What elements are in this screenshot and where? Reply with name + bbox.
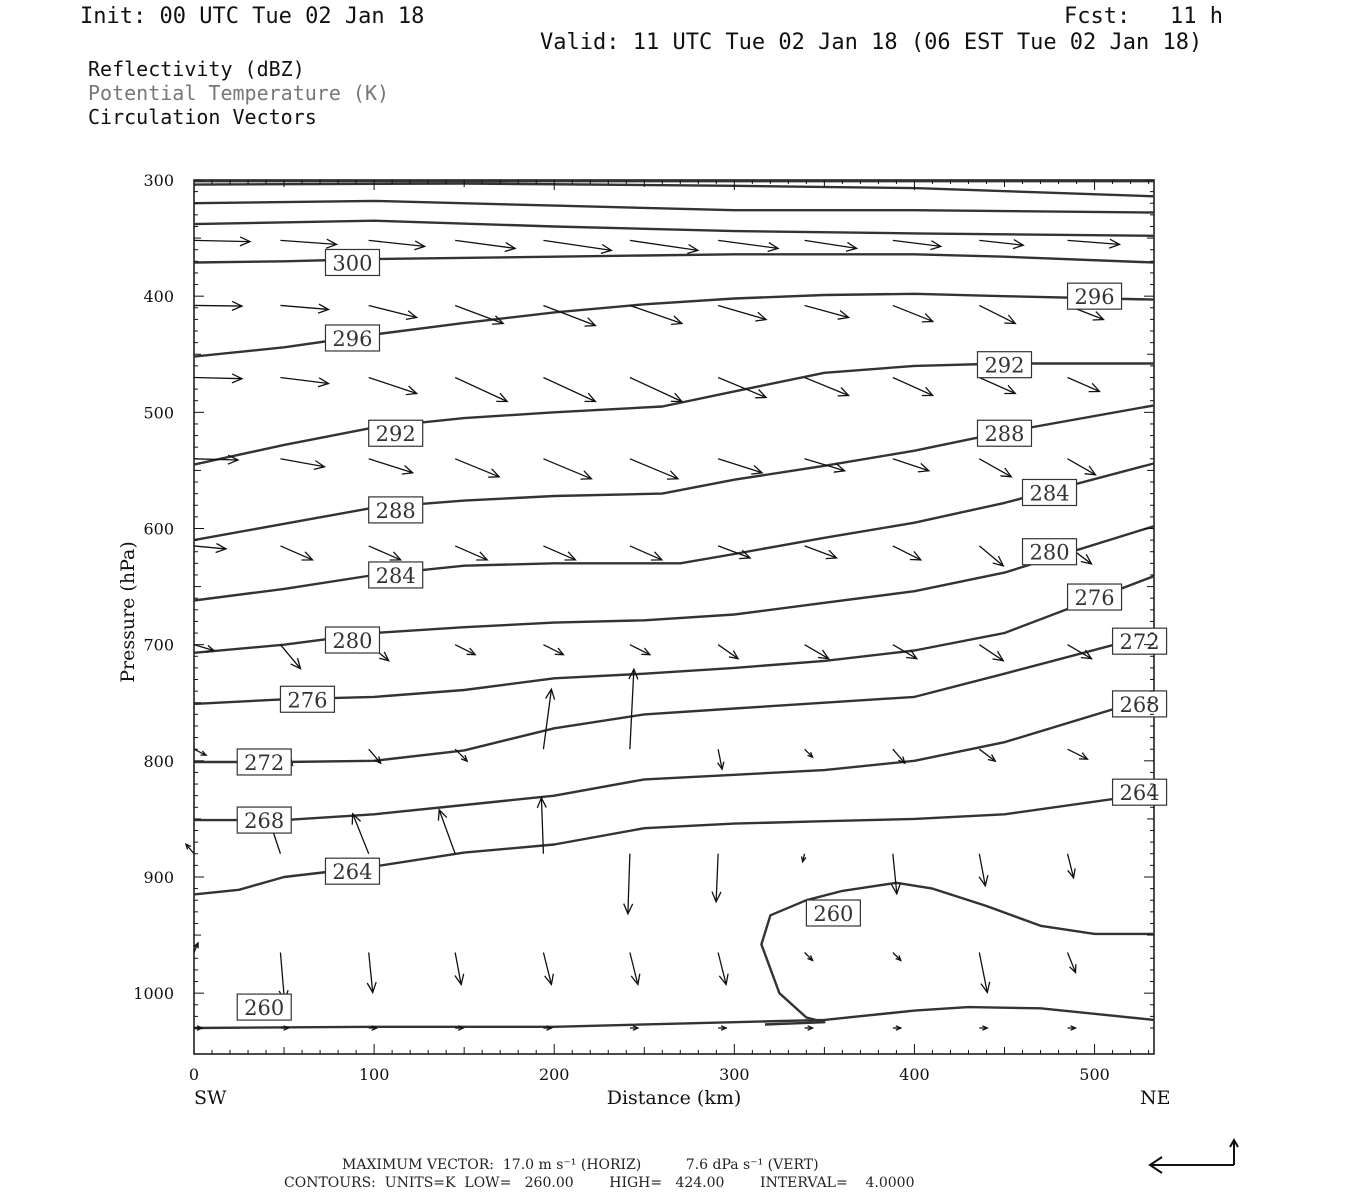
circulation-vector — [369, 305, 417, 319]
circulation-vector — [280, 459, 324, 470]
legend-circulation-vectors: Circulation Vectors — [88, 105, 317, 129]
circulation-vector — [543, 459, 591, 479]
contour-label: 292 — [375, 422, 416, 447]
max-vector-note: MAXIMUM VECTOR: 17.0 m s⁻¹ (HORIZ) 7.6 dPa s⁻¹ (VERT) — [342, 1157, 819, 1173]
circulation-vector — [194, 374, 242, 383]
x-axis-title: Distance (km) — [606, 1087, 742, 1109]
x-right-end-label: NE — [1140, 1087, 1171, 1109]
contour-label: 272 — [1119, 630, 1160, 655]
circulation-vector — [979, 1026, 987, 1031]
circulation-vector — [1068, 749, 1088, 759]
circulation-vector — [893, 749, 905, 763]
circulation-vector — [630, 305, 682, 324]
circulation-vector — [718, 645, 738, 659]
circulation-vector — [805, 645, 829, 659]
circulation-vector — [893, 952, 901, 960]
circulation-vector — [280, 377, 328, 386]
circulation-vector — [1068, 377, 1100, 391]
x-tick-label: 300 — [719, 1065, 750, 1084]
x-tick-label: 100 — [358, 1065, 390, 1084]
circulation-vector — [543, 689, 554, 749]
circulation-vector — [186, 844, 194, 854]
circulation-vector — [805, 952, 813, 960]
circulation-vector — [455, 459, 499, 477]
circulation-vector — [630, 377, 682, 401]
circulation-vector — [979, 240, 1023, 249]
circulation-vector — [630, 1026, 638, 1031]
circulation-vector — [630, 459, 678, 479]
valid-time: Valid: 11 UTC Tue 02 Jan 18 (06 EST Tue 02 Jan 18) — [540, 30, 1203, 55]
circulation-vector — [893, 459, 929, 472]
circulation-vector — [369, 459, 413, 474]
contour-label: 276 — [1074, 586, 1115, 611]
circulation-vector — [979, 377, 1015, 393]
circulation-vector — [893, 305, 933, 321]
circulation-vector — [369, 546, 401, 560]
circulation-vector — [891, 854, 900, 894]
circulation-vector — [455, 546, 487, 560]
theta-contour-line — [194, 364, 1154, 465]
circulation-vector — [280, 239, 336, 248]
contour-label: 260 — [813, 901, 854, 926]
circulation-vector — [455, 240, 515, 251]
contour-label: 280 — [1029, 540, 1070, 565]
circulation-vector — [630, 546, 662, 560]
contour-label: 284 — [1029, 481, 1070, 506]
circulation-vector — [1068, 459, 1096, 475]
contour-label: 300 — [332, 251, 373, 276]
x-tick-label: 500 — [1079, 1065, 1110, 1084]
circulation-vector — [455, 377, 507, 401]
legend-potential-temperature: Potential Temperature (K) — [88, 81, 390, 105]
y-tick-label: 700 — [143, 635, 174, 655]
circulation-vector — [1068, 1026, 1076, 1031]
circulation-vector — [543, 645, 563, 655]
circulation-vector — [455, 645, 475, 655]
circulation-vector — [194, 645, 214, 652]
circulation-vector — [979, 459, 1011, 477]
circulation-vector — [718, 1026, 726, 1031]
circulation-vector — [280, 304, 328, 313]
circulation-vector — [630, 952, 640, 984]
theta-contour-line — [194, 221, 1154, 236]
legend-reflectivity: Reflectivity (dBZ) — [88, 57, 305, 81]
contour-label: 288 — [984, 422, 1025, 447]
contour-label: 276 — [287, 688, 328, 713]
theta-contour-line — [194, 201, 1154, 213]
circulation-vector — [1068, 239, 1120, 248]
forecast-hour: Fcst: 11 h — [1064, 4, 1223, 29]
init-time: Init: 00 UTC Tue 02 Jan 18 — [80, 4, 425, 29]
circulation-vector — [543, 546, 575, 560]
reference-vector-icon — [1150, 1140, 1238, 1173]
contour-label: 268 — [244, 809, 285, 834]
circulation-vector — [543, 377, 595, 401]
circulation-vector — [805, 377, 849, 395]
circulation-vector — [624, 854, 633, 914]
circulation-vector — [369, 240, 425, 249]
y-axis-title: Pressure (hPa) — [117, 541, 139, 683]
circulation-vector — [805, 1026, 813, 1031]
y-tick-label: 300 — [143, 171, 174, 190]
theta-contour-line — [194, 184, 1154, 197]
y-tick-label: 400 — [143, 287, 174, 307]
circulation-vector — [543, 240, 611, 253]
plot-frame — [194, 180, 1154, 1054]
contour-label: 296 — [332, 326, 373, 351]
circulation-vector — [893, 377, 933, 395]
circulation-vector — [630, 645, 650, 655]
contour-label: 288 — [375, 498, 416, 523]
circulation-vector — [367, 952, 376, 992]
circulation-vector — [802, 854, 806, 862]
circulation-vector — [718, 305, 766, 321]
y-tick-label: 800 — [143, 751, 174, 771]
circulation-vector — [718, 749, 724, 769]
contour-info-note: CONTOURS: UNITS=K LOW= 260.00 HIGH= 424.00 INTERVAL= 4.0000 — [284, 1175, 915, 1191]
contour-label: 260 — [244, 996, 285, 1021]
circulation-vector — [979, 854, 988, 886]
circulation-vector — [979, 546, 1003, 566]
circulation-vector — [979, 952, 989, 992]
circulation-vector — [805, 240, 857, 251]
circulation-vector — [194, 301, 242, 310]
circulation-vector — [630, 240, 698, 253]
contour-label: 272 — [244, 750, 285, 775]
circulation-vector — [280, 546, 312, 560]
circulation-vector — [194, 237, 250, 246]
circulation-vector — [1068, 952, 1076, 972]
circulation-vector — [352, 814, 369, 854]
circulation-vector — [1068, 854, 1076, 878]
circulation-vector — [438, 810, 455, 854]
circulation-vector — [279, 952, 288, 1000]
y-tick-label: 600 — [143, 519, 174, 539]
circulation-vector — [805, 305, 849, 319]
contour-label: 292 — [984, 353, 1025, 378]
y-tick-label: 900 — [143, 867, 174, 887]
contour-label: 296 — [1074, 285, 1115, 310]
circulation-vector — [455, 952, 464, 984]
circulation-vector — [893, 240, 941, 249]
circulation-vector — [194, 544, 226, 553]
contour-label: 284 — [375, 563, 416, 588]
theta-contour-line — [194, 463, 1154, 600]
circulation-vector — [718, 952, 728, 984]
circulation-vector — [194, 749, 206, 755]
circulation-vector — [893, 546, 921, 560]
circulation-vector — [979, 645, 1003, 661]
circulation-vector — [805, 546, 837, 559]
circulation-vector — [718, 377, 766, 397]
x-tick-label: 200 — [538, 1065, 570, 1084]
circulation-vector — [280, 645, 300, 669]
y-tick-label: 1000 — [133, 984, 174, 1004]
y-tick-label: 500 — [143, 403, 174, 423]
contour-label: 268 — [1119, 692, 1160, 717]
circulation-vector — [629, 669, 638, 749]
contour-label: 264 — [1119, 781, 1160, 806]
circulation-vector — [979, 305, 1015, 323]
contour-label: 264 — [332, 860, 373, 885]
circulation-vector — [543, 952, 553, 984]
theta-contour-line — [194, 1007, 1154, 1028]
circulation-vector — [805, 749, 813, 757]
circulation-vector — [893, 1026, 901, 1031]
circulation-vector — [979, 749, 995, 761]
circulation-vector — [712, 854, 721, 902]
circulation-vector — [369, 377, 417, 394]
contour-label: 280 — [332, 629, 373, 654]
theta-contour-line — [194, 697, 1154, 820]
x-tick-label: 0 — [188, 1065, 200, 1084]
x-tick-label: 400 — [899, 1065, 930, 1084]
circulation-vector — [718, 240, 778, 251]
x-left-end-label: SW — [194, 1087, 227, 1109]
circulation-vector — [718, 459, 762, 474]
